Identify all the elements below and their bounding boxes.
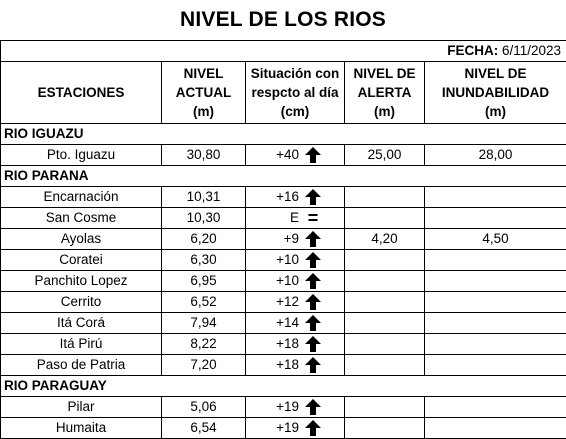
situacion-wrap bbox=[246, 208, 344, 228]
situacion-value: +40 bbox=[276, 147, 299, 162]
nivel-actual-value: 5,06 bbox=[162, 397, 246, 418]
nivel-inundabilidad-value bbox=[425, 250, 566, 271]
station-row bbox=[1, 313, 566, 334]
nivel-inundabilidad-value bbox=[425, 187, 566, 208]
station-name: Itá Corá bbox=[1, 313, 162, 334]
up-arrow-icon bbox=[305, 315, 321, 331]
station-row bbox=[1, 250, 566, 271]
nivel-alerta-value bbox=[345, 292, 425, 313]
situacion-wrap bbox=[246, 229, 344, 249]
header-line: NIVEL DE bbox=[464, 66, 527, 81]
situacion-cell bbox=[246, 313, 345, 334]
header-nivel-alerta bbox=[345, 62, 425, 124]
station-name: Encarnación bbox=[1, 187, 162, 208]
nivel-inundabilidad-value bbox=[425, 313, 566, 334]
station-row bbox=[1, 292, 566, 313]
station-name: Itá Pirú bbox=[1, 334, 162, 355]
station-name: Coratei bbox=[1, 250, 162, 271]
header-estaciones: ESTACIONES bbox=[1, 62, 162, 124]
situacion-cell bbox=[246, 187, 345, 208]
up-arrow-icon bbox=[305, 336, 321, 352]
nivel-alerta-value: 25,00 bbox=[345, 145, 425, 166]
situacion-cell bbox=[246, 229, 345, 250]
situacion-wrap bbox=[246, 187, 344, 207]
situacion-value: +12 bbox=[276, 294, 299, 309]
up-arrow-icon bbox=[305, 357, 321, 373]
station-row bbox=[1, 334, 566, 355]
situacion-value: +18 bbox=[276, 357, 299, 372]
station-row bbox=[1, 271, 566, 292]
station-row bbox=[1, 145, 566, 166]
header-row bbox=[1, 62, 566, 124]
nivel-actual-value: 6,20 bbox=[162, 229, 246, 250]
nivel-alerta-value bbox=[345, 187, 425, 208]
situacion-cell bbox=[246, 208, 345, 229]
station-row bbox=[1, 187, 566, 208]
nivel-inundabilidad-value bbox=[425, 208, 566, 229]
nivel-alerta-value bbox=[345, 334, 425, 355]
situacion-value: +10 bbox=[276, 273, 299, 288]
river-row bbox=[1, 124, 566, 145]
nivel-inundabilidad-value: 28,00 bbox=[425, 145, 566, 166]
situacion-value: E bbox=[289, 210, 299, 225]
situacion-wrap bbox=[246, 418, 344, 438]
situacion-wrap bbox=[246, 271, 344, 291]
station-name: Ayolas bbox=[1, 229, 162, 250]
up-arrow-icon bbox=[305, 273, 321, 289]
station-row bbox=[1, 418, 566, 439]
nivel-actual-value: 30,80 bbox=[162, 145, 246, 166]
equal-icon: = bbox=[307, 208, 319, 228]
nivel-actual-value: 7,94 bbox=[162, 313, 246, 334]
nivel-actual-value: 6,52 bbox=[162, 292, 246, 313]
header-line: (m) bbox=[193, 104, 214, 119]
situacion-wrap bbox=[246, 355, 344, 375]
nivel-actual-value: 6,30 bbox=[162, 250, 246, 271]
header-line: NIVEL bbox=[183, 66, 224, 81]
nivel-inundabilidad-value bbox=[425, 292, 566, 313]
nivel-alerta-value bbox=[345, 418, 425, 439]
situacion-cell bbox=[246, 418, 345, 439]
up-arrow-icon bbox=[305, 294, 321, 310]
situacion-wrap bbox=[246, 334, 344, 354]
river-row bbox=[1, 166, 566, 187]
situacion-cell bbox=[246, 355, 345, 376]
nivel-inundabilidad-value bbox=[425, 397, 566, 418]
nivel-actual-value: 6,54 bbox=[162, 418, 246, 439]
up-arrow-icon bbox=[305, 252, 321, 268]
nivel-actual-value: 10,30 bbox=[162, 208, 246, 229]
header-nivel-inundabilidad bbox=[425, 62, 566, 124]
table-body bbox=[1, 41, 566, 439]
header-line: INUNDABILIDAD bbox=[441, 85, 550, 100]
situacion-value: +18 bbox=[276, 336, 299, 351]
nivel-actual-value: 10,31 bbox=[162, 187, 246, 208]
page-title: NIVEL DE LOS RIOS bbox=[179, 8, 387, 31]
up-arrow-icon bbox=[305, 147, 321, 163]
situacion-cell bbox=[246, 397, 345, 418]
station-name: Pto. Iguazu bbox=[1, 145, 162, 166]
situacion-wrap bbox=[246, 397, 344, 417]
nivel-alerta-value: 4,20 bbox=[345, 229, 425, 250]
situacion-wrap bbox=[246, 313, 344, 333]
station-name: Pilar bbox=[1, 397, 162, 418]
river-name: RIO IGUAZU bbox=[1, 124, 566, 145]
header-line: respcto al día bbox=[251, 85, 339, 100]
situacion-value: +14 bbox=[276, 315, 299, 330]
station-name: Humaita bbox=[1, 418, 162, 439]
situacion-wrap bbox=[246, 145, 344, 165]
station-row bbox=[1, 355, 566, 376]
header-line: (m) bbox=[485, 104, 507, 119]
header-line: (m) bbox=[374, 104, 395, 119]
date-cell bbox=[1, 41, 566, 62]
nivel-inundabilidad-value bbox=[425, 418, 566, 439]
situacion-wrap bbox=[246, 250, 344, 270]
situacion-value: +16 bbox=[276, 189, 299, 204]
nivel-alerta-value bbox=[345, 397, 425, 418]
station-row bbox=[1, 208, 566, 229]
situacion-cell bbox=[246, 250, 345, 271]
header-line: (cm) bbox=[280, 104, 310, 119]
date-value: 6/11/2023 bbox=[502, 43, 562, 58]
header-line: ALERTA bbox=[357, 85, 412, 100]
situacion-value: +9 bbox=[283, 231, 299, 246]
situacion-cell bbox=[246, 271, 345, 292]
station-name: Cerrito bbox=[1, 292, 162, 313]
nivel-inundabilidad-value bbox=[425, 334, 566, 355]
up-arrow-icon bbox=[305, 189, 321, 205]
nivel-inundabilidad-value bbox=[425, 355, 566, 376]
nivel-alerta-value bbox=[345, 313, 425, 334]
header-line: Situación con bbox=[250, 66, 340, 81]
nivel-alerta-value bbox=[345, 271, 425, 292]
situacion-wrap bbox=[246, 292, 344, 312]
nivel-alerta-value bbox=[345, 250, 425, 271]
situacion-cell bbox=[246, 334, 345, 355]
header-nivel-actual bbox=[162, 62, 246, 124]
date-label: FECHA: bbox=[447, 43, 499, 58]
river-row bbox=[1, 376, 566, 397]
up-arrow-icon bbox=[305, 420, 321, 436]
station-row bbox=[1, 229, 566, 250]
situacion-value: +19 bbox=[276, 399, 299, 414]
date-row bbox=[1, 41, 566, 62]
river-levels-table bbox=[0, 40, 566, 439]
nivel-inundabilidad-value bbox=[425, 271, 566, 292]
up-arrow-icon bbox=[305, 231, 321, 247]
situacion-cell bbox=[246, 145, 345, 166]
station-row bbox=[1, 397, 566, 418]
river-name: RIO PARANA bbox=[1, 166, 566, 187]
nivel-actual-value: 7,20 bbox=[162, 355, 246, 376]
station-name: San Cosme bbox=[1, 208, 162, 229]
situacion-value: +10 bbox=[276, 252, 299, 267]
nivel-actual-value: 6,95 bbox=[162, 271, 246, 292]
header-situacion bbox=[246, 62, 345, 124]
situacion-value: +19 bbox=[276, 420, 299, 435]
station-name: Paso de Patria bbox=[1, 355, 162, 376]
river-name: RIO PARAGUAY bbox=[1, 376, 566, 397]
up-arrow-icon bbox=[305, 399, 321, 415]
situacion-cell bbox=[246, 292, 345, 313]
nivel-alerta-value bbox=[345, 355, 425, 376]
header-line: ACTUAL bbox=[175, 85, 232, 100]
header-line: NIVEL DE bbox=[353, 66, 416, 81]
nivel-actual-value: 8,22 bbox=[162, 334, 246, 355]
nivel-inundabilidad-value: 4,50 bbox=[425, 229, 566, 250]
nivel-alerta-value bbox=[345, 208, 425, 229]
station-name: Panchito Lopez bbox=[1, 271, 162, 292]
